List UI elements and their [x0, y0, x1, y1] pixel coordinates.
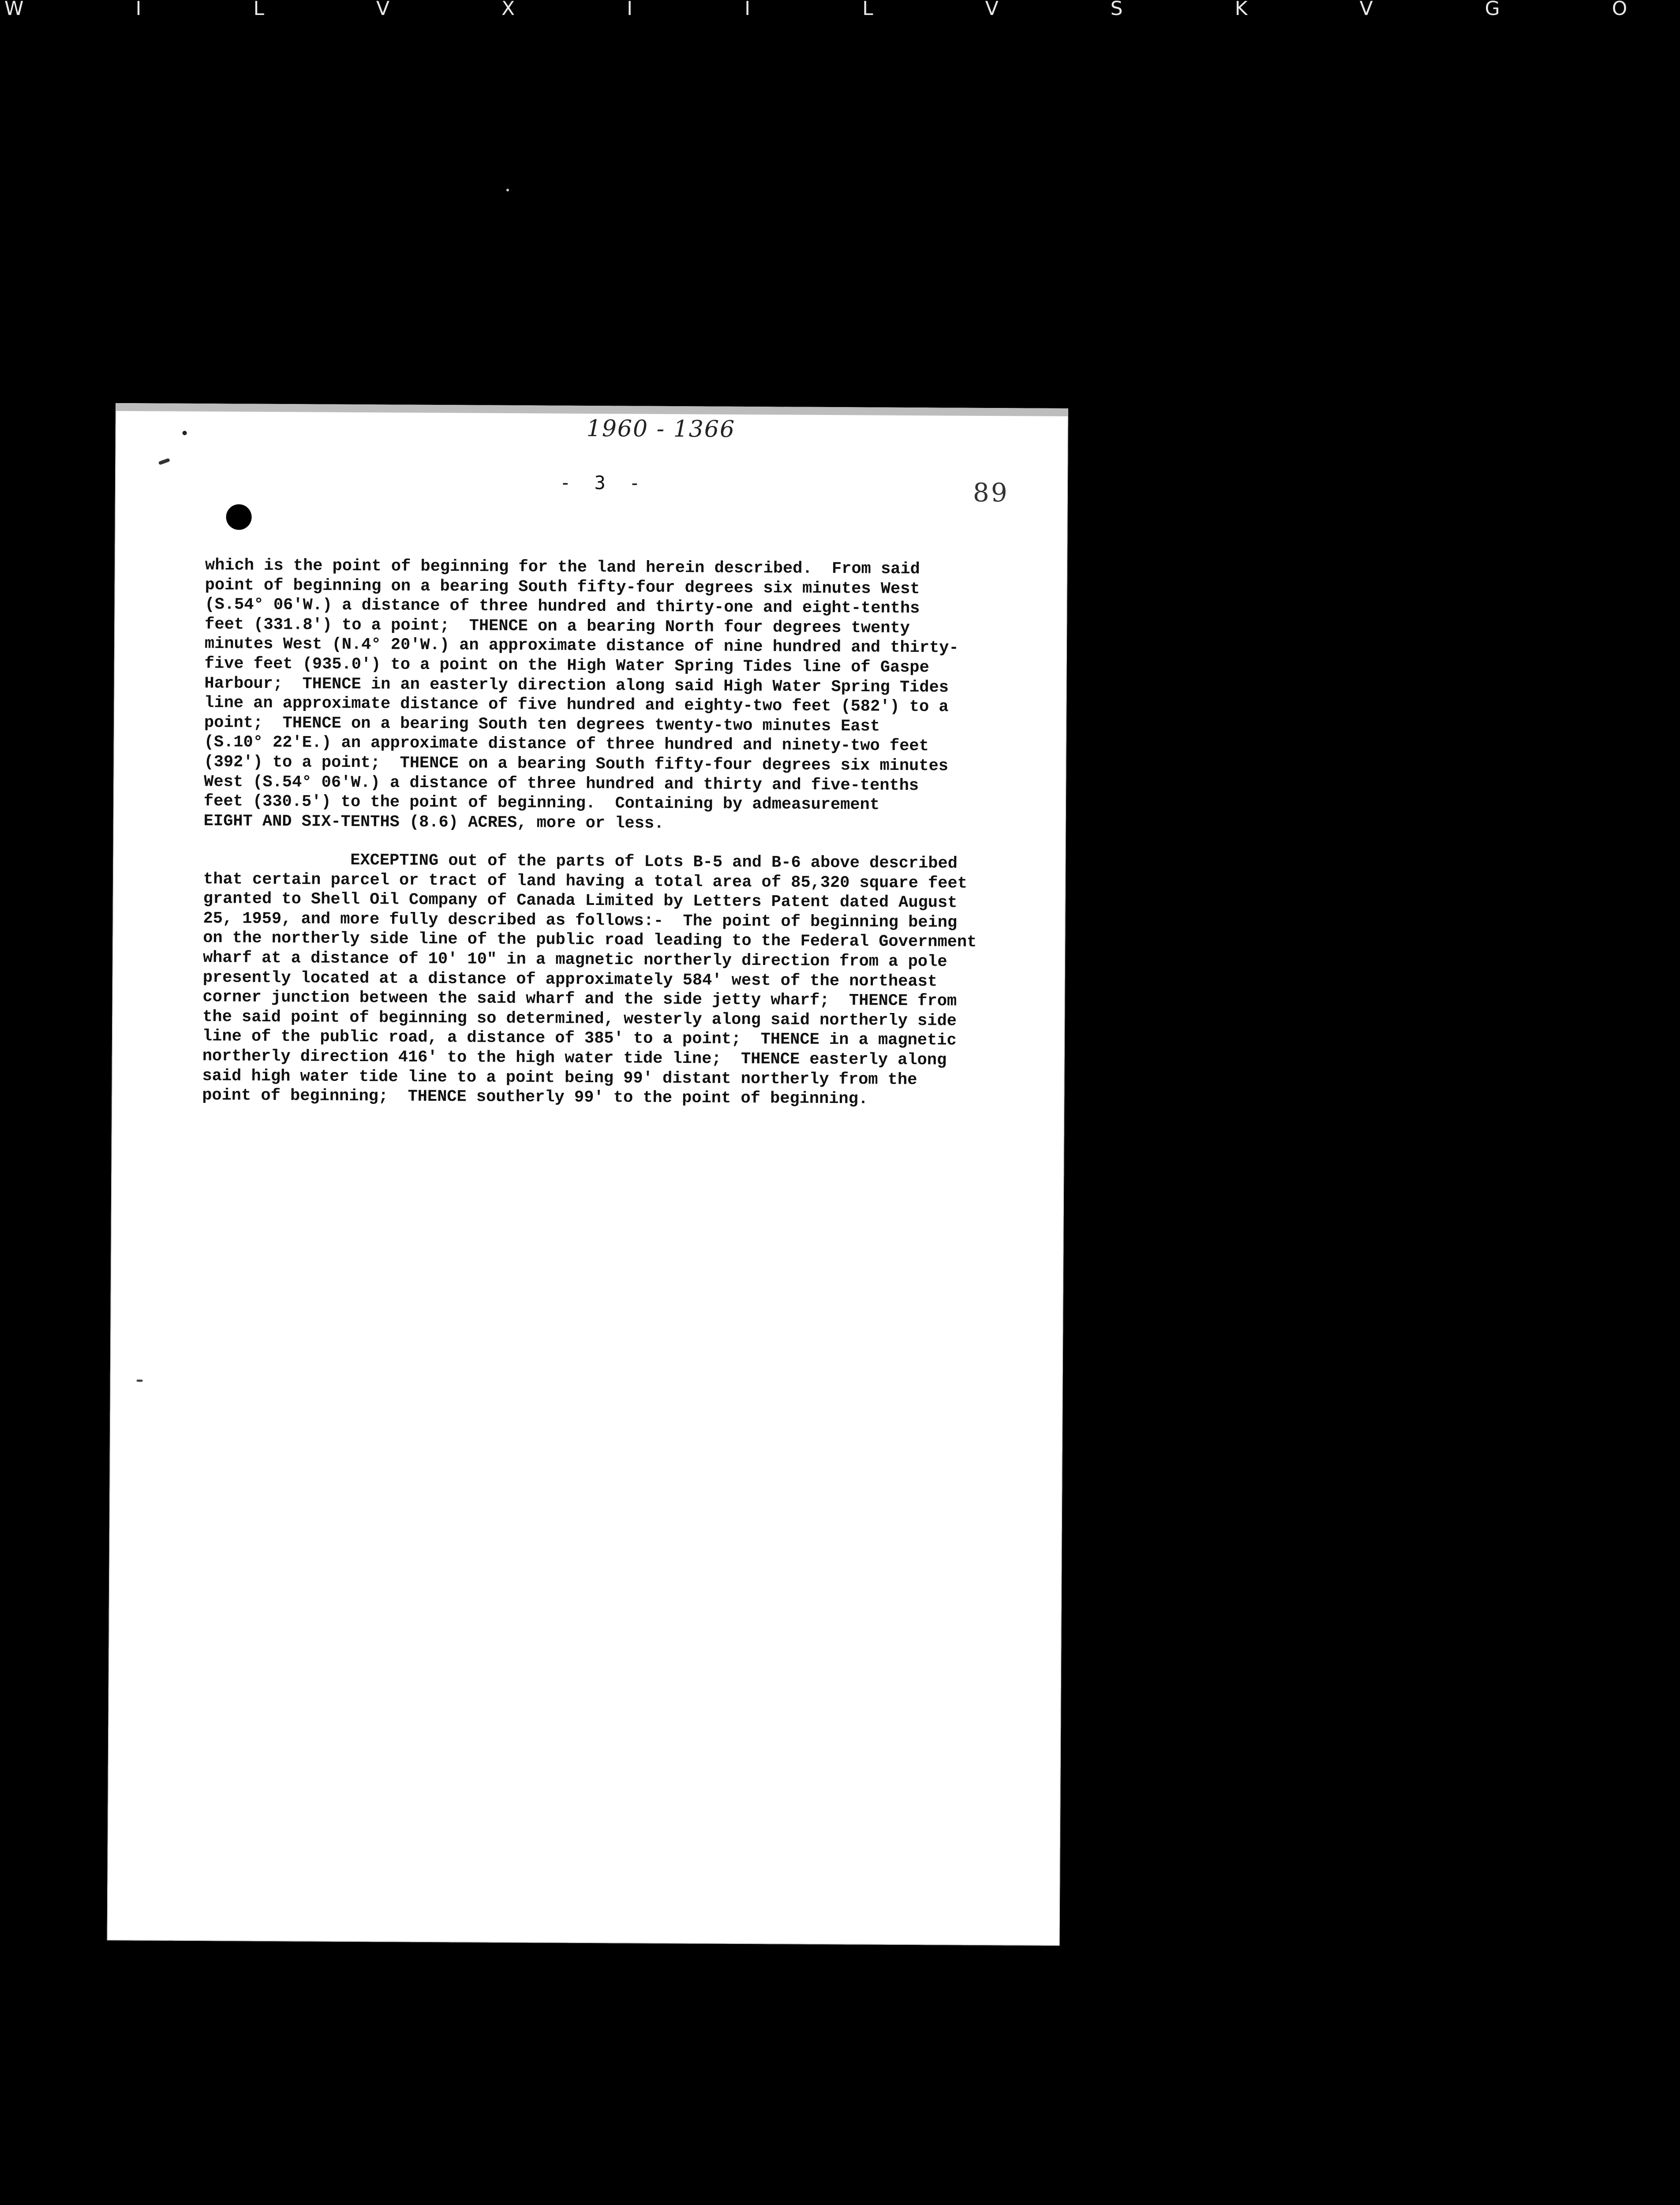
text-line: 25, 1959, and more fully described as follows:- The point of beginning being — [203, 909, 958, 932]
text-line: feet (330.5') to the point of beginning. Containing by admeasurement — [203, 792, 880, 815]
text-line: (S.54° 06'W.) a distance of three hundred and thirty-one and eight-tenths — [205, 595, 920, 618]
text-line: line an approximate distance of five hundred and eighty-two feet (582') to a — [204, 694, 949, 717]
folio-number: 89 — [973, 477, 1009, 508]
text-line: northerly direction 416' to the high water tide line; THENCE easterly along — [202, 1047, 947, 1070]
text-line: Harbour; THENCE in an easterly direction along said High Water Spring Tides — [204, 674, 949, 697]
text-line: minutes West (N.4° 20'W.) an approximate distance of nine hundred and thirty- — [204, 635, 959, 658]
text-line: EXCEPTING out of the parts of Lots B-5 and B-6 above described — [203, 850, 958, 873]
paragraph-excepting-clause — [202, 850, 1041, 1110]
text-line: point; THENCE on a bearing South ten degrees twenty-two minutes East — [204, 713, 880, 736]
text-line: granted to Shell Oil Company of Canada Limited by Letters Patent dated August — [203, 889, 958, 912]
handwritten-reference-number: 1960 - 1366 — [586, 415, 736, 443]
text-line: the said point of beginning so determined, westerly along said northerly side — [202, 1007, 957, 1031]
text-line: presently located at a distance of approximately 584' west of the northeast — [202, 968, 938, 991]
margin-pen-mark — [137, 1379, 143, 1382]
text-line: said high water tide line to a point being 99' distant northerly from the — [202, 1066, 917, 1089]
paragraph-land-description — [204, 556, 1043, 836]
text-line: line of the public road, a distance of 385' to a point; THENCE in a magnetic — [202, 1027, 957, 1050]
dust-speck — [506, 189, 509, 191]
text-line: point of beginning; THENCE southerly 99' to the point of beginning. — [202, 1086, 868, 1109]
text-line: that certain parcel or tract of land having a total area of 85,320 square feet — [203, 870, 967, 893]
text-line: West (S.54° 06'W.) a distance of three hundred and thirty and five-tenths — [204, 772, 919, 795]
page-number: - 3 - — [559, 471, 647, 494]
punch-hole-mark — [226, 504, 251, 530]
text-line: EIGHT AND SIX-TENTHS (8.6) ACRES, more or less. — [203, 811, 664, 833]
page-top-edge — [116, 403, 1068, 416]
text-line: wharf at a distance of 10' 10" in a magnetic northerly direction from a pole — [202, 949, 947, 972]
margin-pen-mark — [183, 431, 187, 435]
text-line: (392') to a point; THENCE on a bearing South fifty-four degrees six minutes — [204, 753, 949, 776]
text-line: on the northerly side line of the public road leading to the Federal Government — [203, 929, 977, 952]
text-line: feet (331.8') to a point; THENCE on a bearing North four degrees twenty — [205, 615, 910, 638]
top-film-strip-marks: W I L V X I I L V S K V G O — [4, 0, 1680, 20]
text-line: five feet (935.0') to a point on the High Water Spring Tides line of Gaspe — [204, 654, 929, 677]
document-page — [107, 403, 1068, 1946]
text-line: point of beginning on a bearing South fifty-four degrees six minutes West — [205, 576, 920, 598]
margin-pen-mark — [158, 458, 170, 465]
text-line: which is the point of beginning for the land herein described. From said — [205, 556, 920, 579]
text-line: corner junction between the said wharf and the side jetty wharf; THENCE from — [202, 988, 957, 1011]
text-line: (S.10° 22'E.) an approximate distance of three hundred and ninety-two feet — [204, 733, 929, 756]
